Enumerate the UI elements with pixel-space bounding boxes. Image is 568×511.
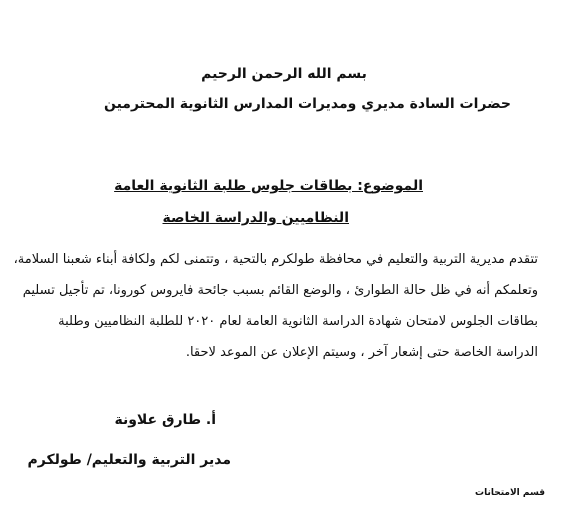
signature-title: مدير التربية والتعليم/ طولكرم — [27, 452, 231, 468]
letter-body — [13, 244, 538, 368]
basmala: بسم الله الرحمن الرحيم — [201, 66, 367, 82]
signature-name: أ. طارق علاونة — [114, 412, 216, 428]
body-line-3: بطاقات الجلوس لامتحان شهادة الدراسة الثانوية العامة لعام ٢٠٢٠ للطلبة النظاميين وطلبة — [58, 314, 538, 329]
subject-line-1: الموضوع: بطاقات جلوس طلبة الثانوية العامة — [114, 178, 423, 194]
subject-line-2: النظاميين والدراسة الخاصة — [162, 210, 349, 226]
body-line-1: تتقدم مديرية التربية والتعليم في محافظة طولكرم بالتحية ، وتتمنى لكم ولكافة أبناء شعبنا السلامة، — [13, 252, 538, 267]
addressee: حضرات السادة مديري ومديرات المدارس الثانوية المحترمين — [103, 96, 511, 112]
department-label: قسم الامتحانات — [475, 488, 545, 498]
body-line-2: وتعلمكم أنه في ظل حالة الطوارئ ، والوضع القائم بسبب جائحة فايروس كورونا، تم تأجيل تسليم — [22, 283, 538, 298]
body-line-4: الدراسة الخاصة حتى إشعار آخر ، وسيتم الإعلان عن الموعد لاحقا. — [185, 345, 538, 360]
